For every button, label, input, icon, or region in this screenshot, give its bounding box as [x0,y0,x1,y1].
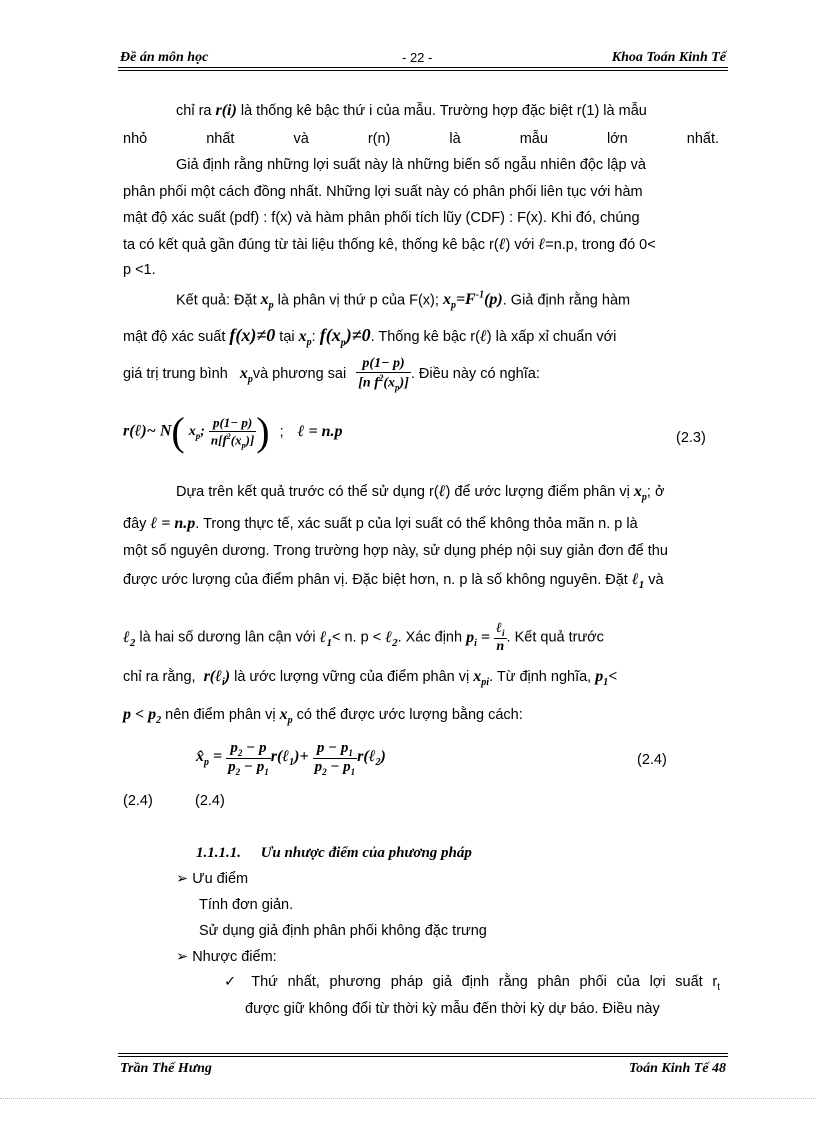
arrow-bullet-icon: ➢ [176,871,189,887]
stray-label-1: (2.4) [123,793,153,809]
page-bottom-dotted-line [0,1098,816,1099]
p2-line1: Giả định rằng những lợi suất này là những biến số ngẫu nhiên độc lập và [176,157,646,173]
equation-2-3: r(ℓ)~ N( $x_p$; $\frac{p(1- p)}{n[f^2(x_p)]}$ ) ; ℓ = n.p [123,409,343,454]
page-number: - 22 - [402,50,433,65]
p4-line5: ℓ$_2$ là hai số dương lân cận với ℓ$_1$< n. p < ℓ$_2$. Xác định $p_i$ = $\frac{\ell_i}{n}$ . Kết quả trước [123,621,604,654]
footer-rule-2 [118,1056,728,1057]
p2-line3: mật độ xác suất (pdf) : f(x) và hàm phân phối tích lũy (CDF) : F(x). Khi đó, chúng [123,210,640,226]
footer-rule [118,1053,728,1054]
cons-item-1-line1: ✓ Thứ nhất, phương pháp giả định rằng phân phối của lợi suất $r_t$ [224,974,720,993]
check-icon: ✓ [224,974,242,990]
p3-line1: Kết quả: Đặt $x_p$ là phân vị thứ p của F(x); $x_p=F^{-1}(p)$. Giả định rằng hàm [176,290,631,312]
header-left: Đề án môn học [120,50,209,65]
header-rule-2 [118,70,728,71]
p4-line4: được ước lượng của điểm phân vị. Đặc biệt hơn, n. p là số không nguyên. Đặt ℓ$_1$ và [123,571,664,592]
p2-line4: ta có kết quả gần đúng từ tài liệu thống kê, thống kê bậc r(ℓ) với ℓ=n.p, trong đó 0< [123,236,656,253]
equation-label-2-3: (2.3) [676,430,706,446]
footer-right: Toán Kinh Tế 48 [628,1061,726,1076]
p4-line2: đây ℓ = n.p. Trong thực tế, xác suất p của lợi suất có thể không thỏa mãn n. p là [123,515,638,532]
p3-line2: mật độ xác suất f(x)≠0 tại $x_p$: $f(x_p)\ne 0$. Thống kê bậc r(ℓ) là xấp xỉ chuẩn với [123,325,617,349]
p2-line5: p <1. [123,262,156,278]
equation-label-2-4: (2.4) [637,752,667,768]
arrow-bullet-icon: ➢ [176,949,189,965]
p4-line3: một số nguyên dương. Trong trường hợp này, sử dụng phép nội suy giản đơn để thu [123,543,668,559]
p4-line1: Dựa trên kết quả trước có thể sử dụng r(ℓ) để ước lượng điểm phân vị $x_p$; ở [176,483,665,504]
p3-line3: giá trị trung bình $x_pvà$ phương sai $\frac{p(1- p)}{[n f^2(x_p)]}$ . Điều này có nghĩa: [123,356,540,393]
pros-item-2: Sử dụng giả định phân phối không đặc trưng [199,923,487,939]
footer-left: Trần Thế Hưng [120,1061,212,1076]
header-rule [118,67,728,68]
header-right: Khoa Toán Kinh Tế [611,50,726,65]
pros-item-1: Tính đơn giản. [199,897,294,913]
p4-line7: $p < p_2$ nên điểm phân vị $x_p$ có thể được ước lượng bằng cách: [123,706,523,727]
section-heading: 1.1.1.1. Ưu nhược điểm của phương pháp [196,845,472,861]
equation-2-4: $x̂_p$ = $\frac{p_2 - p}{p_2 - p_1}$ r(ℓ$_1$)+ $\frac{p - p_1}{p_2 - p_1}$ r(ℓ$_2$) [196,740,386,777]
p2-line2: phân phối một cách đồng nhất. Những lợi suất này có phân phối liên tục với hàm [123,184,643,200]
p1-line2: nhỏ nhất và r(n) là mẫu lớn nhất. [123,131,719,147]
cons-item-1-line2: được giữ không đổi từ thời kỳ mẫu đến thời kỳ dự báo. Điều này [245,1001,660,1017]
pros-heading: ➢ Ưu điểm [176,871,249,887]
cons-heading: ➢ Nhược điểm: [176,949,277,965]
stray-label-2: (2.4) [195,793,225,809]
p1-line1: chỉ ra r(i) là thống kê bậc thứ i của mẫu. Trường hợp đặc biệt r(1) là mẫu [176,102,647,119]
p4-line6: chỉ ra rằng, r(ℓ$_i$) là ước lượng vững của điểm phân vị $x_{pi}$. Từ định nghĩa, $p_1<$ [123,668,618,689]
